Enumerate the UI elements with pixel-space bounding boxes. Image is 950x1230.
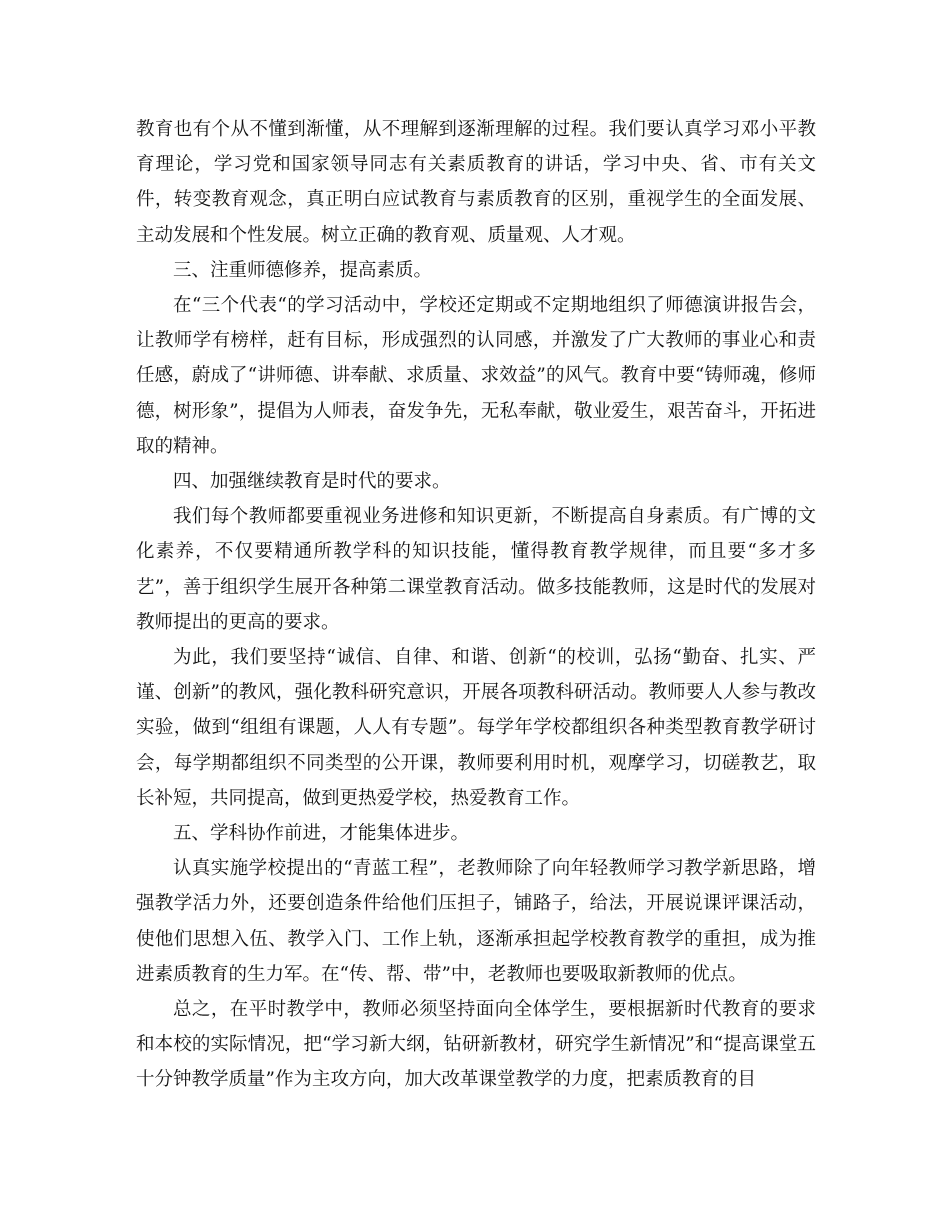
paragraph: 为此，我们要坚持“诚信、自律、和谐、创新“的校训，弘扬“勤奋、扎实、严谨、创新”的教风，强化教科研究意识，开展各项教科研活动。教师要人人参与教改实验，做到“组组有课题，人人有专题”。每学年学校都组织各种类型教育教学研讨会，每学期都组织不同类型的公开课，教师要利用时机，观摩学习，切磋教艺，取长补短，共同提高，做到更热爱学校，热爱教育工作。 <box>136 647 816 809</box>
section-heading-4: 四、加强继续教育是时代的要求。 <box>173 471 451 493</box>
section-heading-3: 三、注重师德修养，提高素质。 <box>173 259 433 281</box>
paragraph-continuation: 教育也有个从不懂到渐懂，从不理解到逐渐理解的过程。我们要认真学习邓小平教育理论，学习党和国家领导同志有关素质教育的讲话，学习中央、省、市有关文件，转变教育观念，真正明白应试教育与素质教育的区别，重视学生的全面发展、主动发展和个性发展。树立正确的教育观、质量观、人才观。 <box>136 119 816 246</box>
paragraph: 我们每个教师都要重视业务进修和知识更新，不断提高自身素质。有广博的文化素养，不仅要精通所教学科的知识技能，懂得教育教学规律，而且要“多才多艺”，善于组织学生展开各种第二课堂教育活动。做多技能教师，这是时代的发展对教师提出的更高的要求。 <box>136 506 816 633</box>
paragraph: 总之，在平时教学中，教师必须坚持面向全体学生，要根据新时代教育的要求和本校的实际情况，把“学习新大纲，钻研新教材，研究学生新情况”和“提高课堂五十分钟教学质量”作为主攻方向，加大改革课堂教学的力度，把素质教育的目 <box>136 999 816 1091</box>
section-heading-5: 五、学科协作前进，才能集体进步。 <box>173 823 470 845</box>
paragraph: 认真实施学校提出的“青蓝工程”，老教师除了向年轻教师学习教学新思路，增强教学活力外，还要创造条件给他们压担子，铺路子，给法，开展说课评课活动，使他们思想入伍、教学入门、工作上轨，逐渐承担起学校教育教学的重担，成为推进素质教育的生力军。在“传、帮、带”中，老教师也要吸取新教师的优点。 <box>136 858 816 985</box>
document-page <box>136 112 816 1098</box>
paragraph: 在“三个代表“的学习活动中，学校还定期或不定期地组织了师德演讲报告会，让教师学有榜样，赶有目标，形成强烈的认同感，并激发了广大教师的事业心和责任感，蔚成了“讲师德、讲奉献、求质量、求效益”的风气。教育中要“铸师魂，修师德，树形象”，提倡为人师表，奋发争先，无私奉献，敬业爱生，艰苦奋斗，开拓进取的精神。 <box>136 295 816 457</box>
